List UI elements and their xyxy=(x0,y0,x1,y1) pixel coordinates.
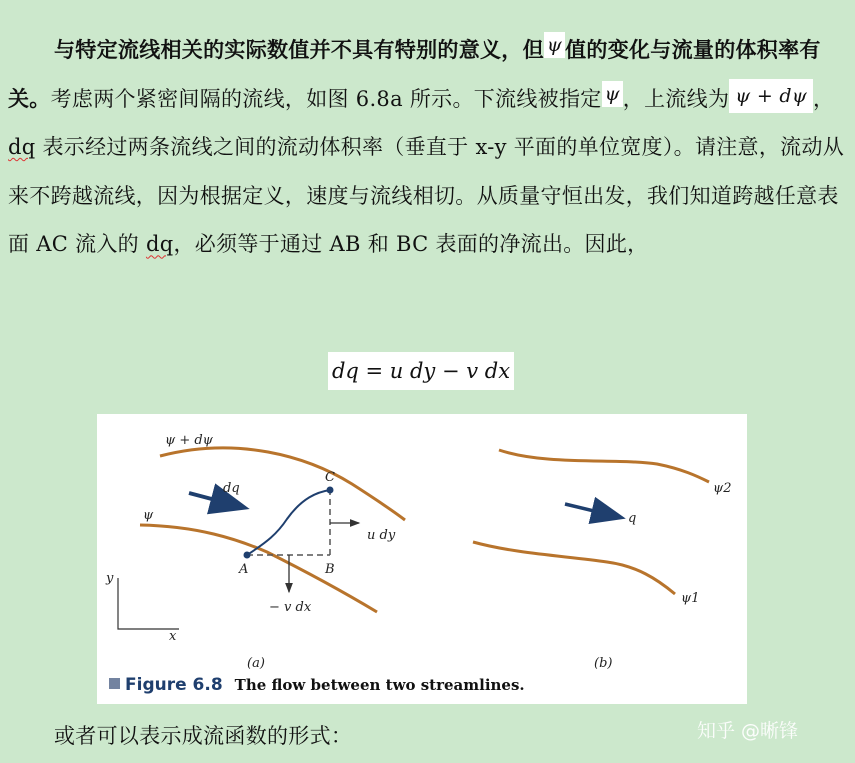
label-psi-a: ψ xyxy=(143,508,154,523)
label-sub-b: (b) xyxy=(594,656,613,671)
label-psi2: ψ2 xyxy=(713,481,732,496)
bold-text-a: 与特定流线相关的实际数值并不具有特别的意义，但 xyxy=(54,37,544,62)
label-a: A xyxy=(239,562,249,577)
label-psi-dpsi-a: ψ + dψ xyxy=(165,433,213,448)
psi-symbol: ψ xyxy=(544,32,565,58)
point-c xyxy=(327,487,334,494)
streamline-upper-a xyxy=(160,448,405,520)
dq-term: dq xyxy=(145,232,174,257)
point-a xyxy=(244,552,251,559)
text-5: ，必须等于通过 AB 和 BC 表面的净流出。因此， xyxy=(173,232,649,257)
streamline-upper-b xyxy=(499,450,709,482)
psi-symbol: ψ xyxy=(602,81,623,107)
watermark: 知乎 @晰锋 xyxy=(697,720,799,742)
streamline-lower-a xyxy=(140,525,377,612)
label-b: B xyxy=(325,562,335,577)
streamline-lower-b xyxy=(473,542,675,594)
surface-ac xyxy=(247,490,330,555)
xy-axes xyxy=(118,578,179,629)
text-2: ，上流线为 xyxy=(622,86,730,111)
label-udy: u dy xyxy=(367,528,396,543)
label-x: x xyxy=(169,629,177,644)
label-sub-a: (a) xyxy=(247,656,265,671)
bold-text-b: 值的变化与流量的体积率有关。 xyxy=(8,37,821,111)
label-q: q xyxy=(628,511,637,526)
figure-caption xyxy=(109,675,525,695)
figure-6-8 xyxy=(97,414,747,704)
closing-line: 或者可以表示成流函数的形式： xyxy=(54,724,353,748)
figure-diagram xyxy=(97,414,747,704)
equation-box: dq = u dy − v dx xyxy=(328,352,514,390)
label-vdx: − v dx xyxy=(269,600,312,615)
label-psi1: ψ1 xyxy=(681,591,700,606)
psi-plus-dpsi: ψ + dψ xyxy=(729,79,813,113)
label-y: y xyxy=(106,571,114,586)
q-arrow xyxy=(565,504,619,517)
main-paragraph xyxy=(8,26,848,269)
figure-number: Figure 6.8 xyxy=(125,675,223,695)
text-3: ， xyxy=(813,86,835,111)
caption-square-icon xyxy=(109,678,120,689)
text-1: 考虑两个紧密间隔的流线，如图 6.8a 所示。下流线被指定 xyxy=(50,86,602,111)
label-c: C xyxy=(325,470,335,485)
text-4: 表示经过两条流线之间的流动体积率（垂直于 x-y 平面的单位宽度）。请注意，流动从来不跨越流线，因为根据定义，速度与流线相切。从质量守恒出发，我们知道跨越任意表面 AC 流入的 xyxy=(8,135,845,257)
dq-term: dq xyxy=(8,135,36,160)
caption-text: The flow between two streamlines. xyxy=(234,676,525,694)
label-dq: dq xyxy=(223,481,240,496)
